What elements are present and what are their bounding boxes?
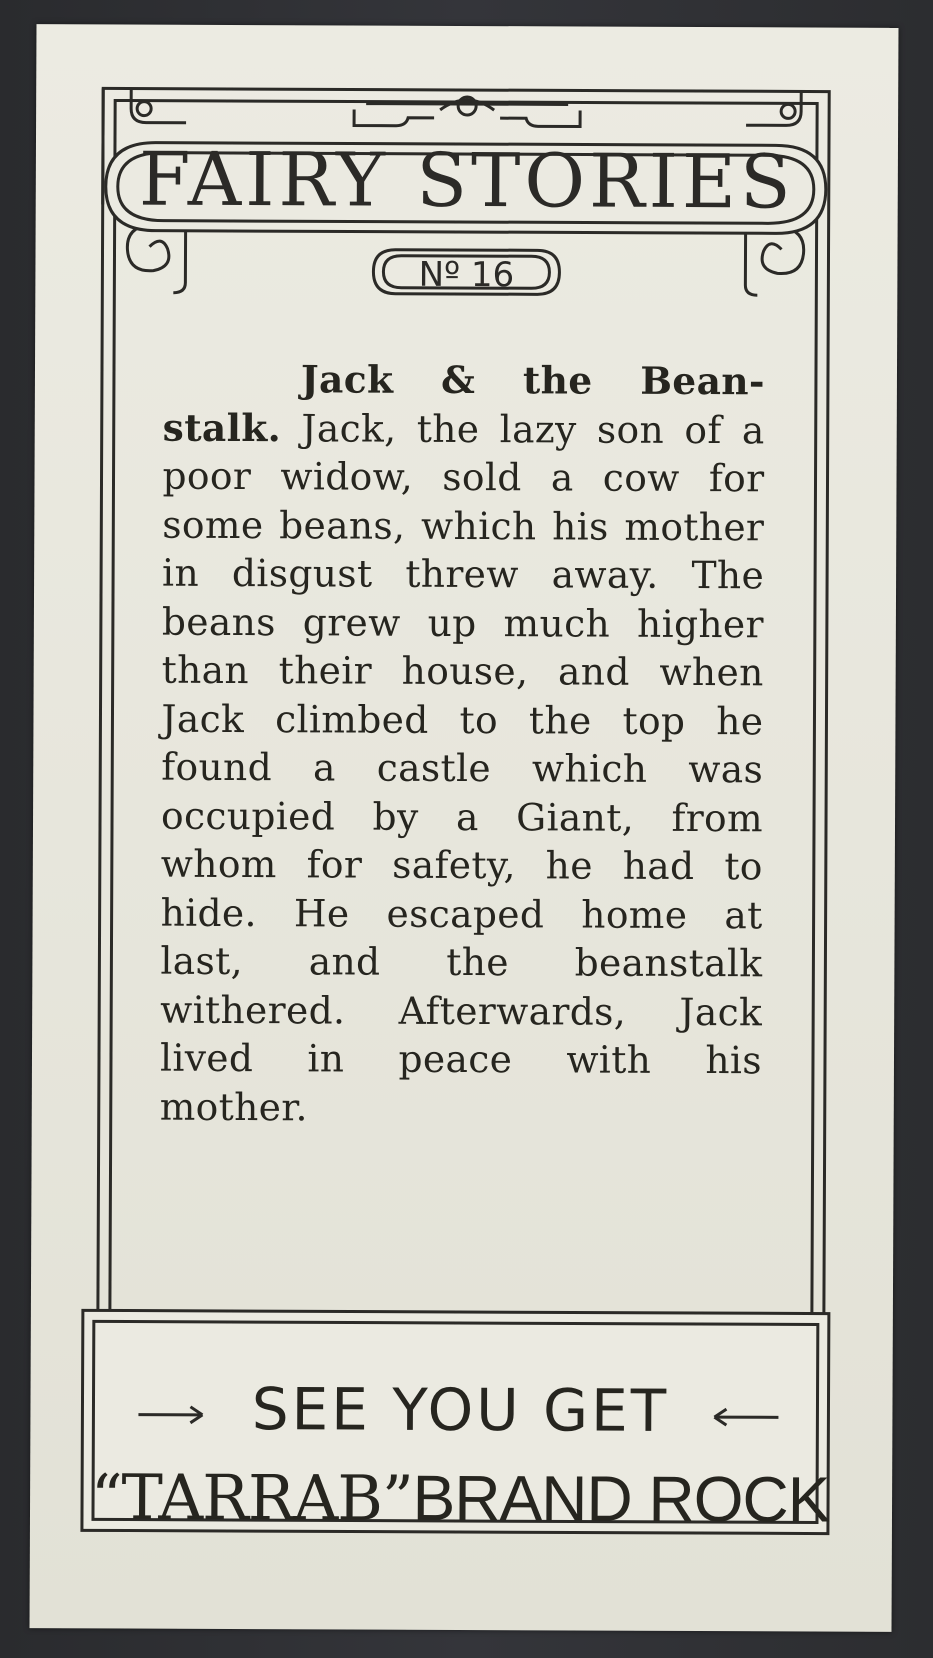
footer-brand-line — [90, 1460, 830, 1536]
story-title: Jack & the Bean-stalk. — [162, 357, 766, 450]
brand-suffix: BRAND ROCK — [412, 1461, 830, 1536]
footer-slogan: SEE YOU GET — [251, 1375, 670, 1445]
series-title: FAIRY STORIES — [138, 136, 795, 226]
card-number: Nº 16 — [418, 254, 515, 296]
trade-card — [30, 24, 899, 1632]
story-paragraph — [160, 355, 765, 1134]
story-text: Jack, the lazy son of a poor widow, sold a cow for some beans, which his mother in disgust threw away. The beans grew up much higher than their house, and when Jack climbed to the top he found a castle which was occupied by a Giant, from whom for safety, he had to hide. He escaped home at last, and the beanstalk withered. Afterwards, Jack lived in peace with his mother. — [159, 405, 765, 1129]
brand-name: “TARRAB” — [90, 1460, 413, 1535]
